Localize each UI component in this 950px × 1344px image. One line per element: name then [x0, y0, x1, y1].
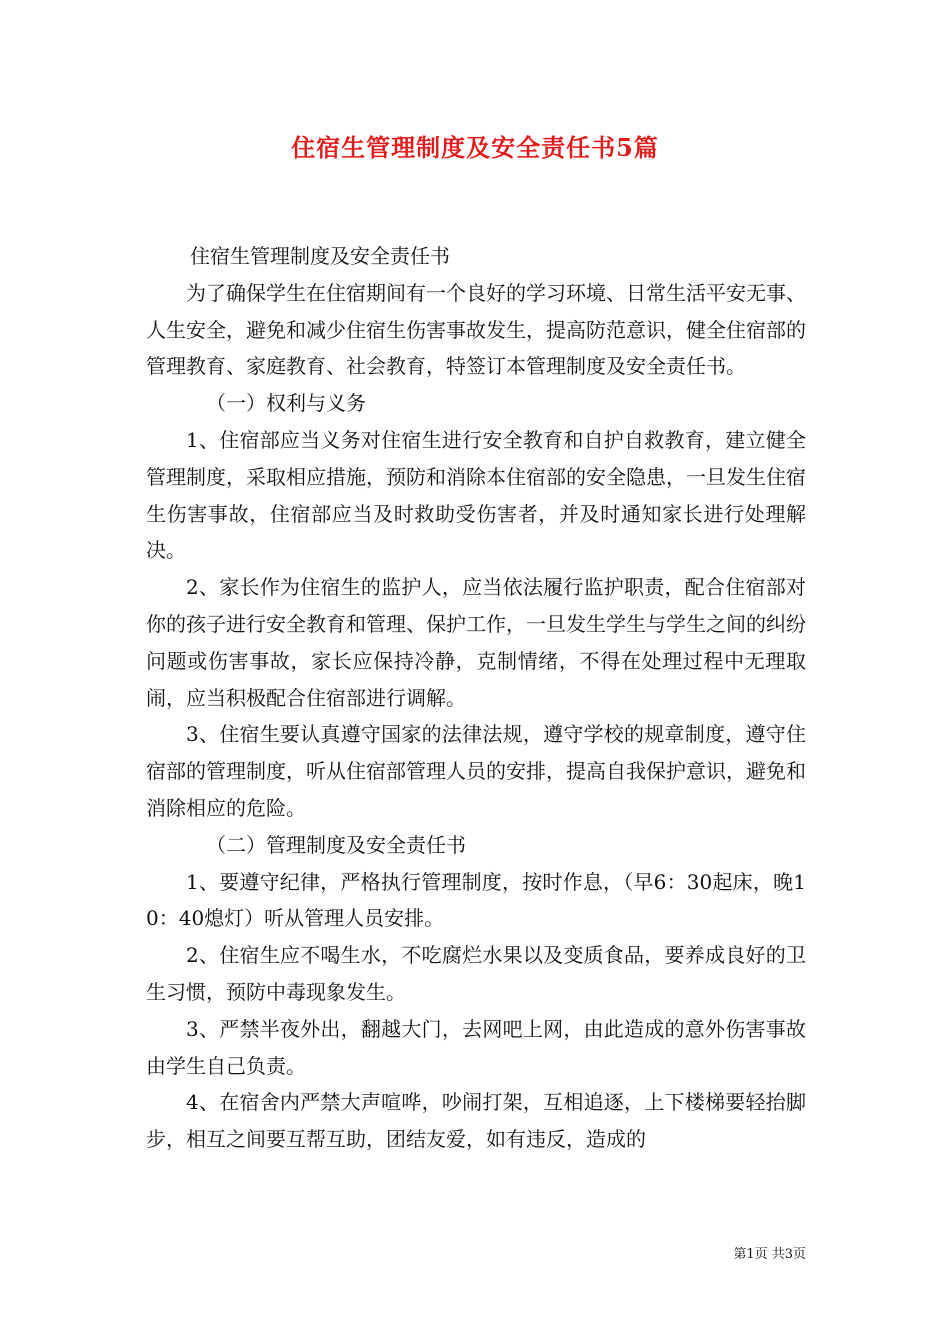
paragraph-rights-1: 1、住宿部应当义务对住宿生进行安全教育和自护自救教育，建立健全管理制度，采取相应措施，预防和消除本住宿部的安全隐患，一旦发生住宿生伤害事故，住宿部应当及时救助受伤害者，并及时通知家长进行处理解决。 [146, 427, 806, 563]
paragraph-intro: 为了确保学生在住宿期间有一个良好的学习环境、日常生活平安无事、人生安全，避免和减少住宿生伤害事故发生，提高防范意识，健全住宿部的管理教育、家庭教育、社会教育，特签订本管理制度及安全责任书。 [146, 280, 806, 379]
paragraph-rights-2: 2、家长作为住宿生的监护人，应当依法履行监护职责，配合住宿部对你的孩子进行安全教育和管理、保护工作，一旦发生学生与学生之间的纠纷问题或伤害事故，家长应保持冷静，克制情绪，不得在处理过程中无理取闹，应当积极配合住宿部进行调解。 [146, 575, 806, 710]
paragraph-rule-3: 3、严禁半夜外出，翻越大门，去网吧上网，由此造成的意外伤害事故由学生自己负责。 [146, 1016, 806, 1078]
document-body [146, 238, 806, 1158]
subheading-management: （二）管理制度及安全责任书 [206, 832, 466, 857]
paragraph-rule-2: 2、住宿生应不喝生水，不吃腐烂水果以及变质食品，要养成良好的卫生习惯，预防中毒现象发生。 [146, 943, 806, 1004]
page-indicator: 第1页 共3页 [733, 1247, 806, 1262]
section-heading: 住宿生管理制度及安全责任书 [190, 244, 450, 268]
paragraph-rights-3: 3、住宿生要认真遵守国家的法律法规，遵守学校的规章制度，遵守住宿部的管理制度，听从住宿部管理人员的安排，提高自我保护意识，避免和消除相应的危险。 [146, 722, 806, 820]
paragraph-rule-1: 1、要遵守纪律，严格执行管理制度，按时作息，（早6：30起床，晚10：40熄灯）听从管理人员安排。 [146, 869, 806, 931]
paragraph-rule-4: 4、在宿舍内严禁大声喧哗，吵闹打架，互相追逐，上下楼梯要轻抬脚步，相互之间要互帮互助，团结友爱，如有违反，造成的 [146, 1090, 806, 1152]
subheading-rights-duties: （一）权利与义务 [206, 391, 366, 416]
document-title: 住宿生管理制度及安全责任书5篇 [291, 133, 659, 162]
